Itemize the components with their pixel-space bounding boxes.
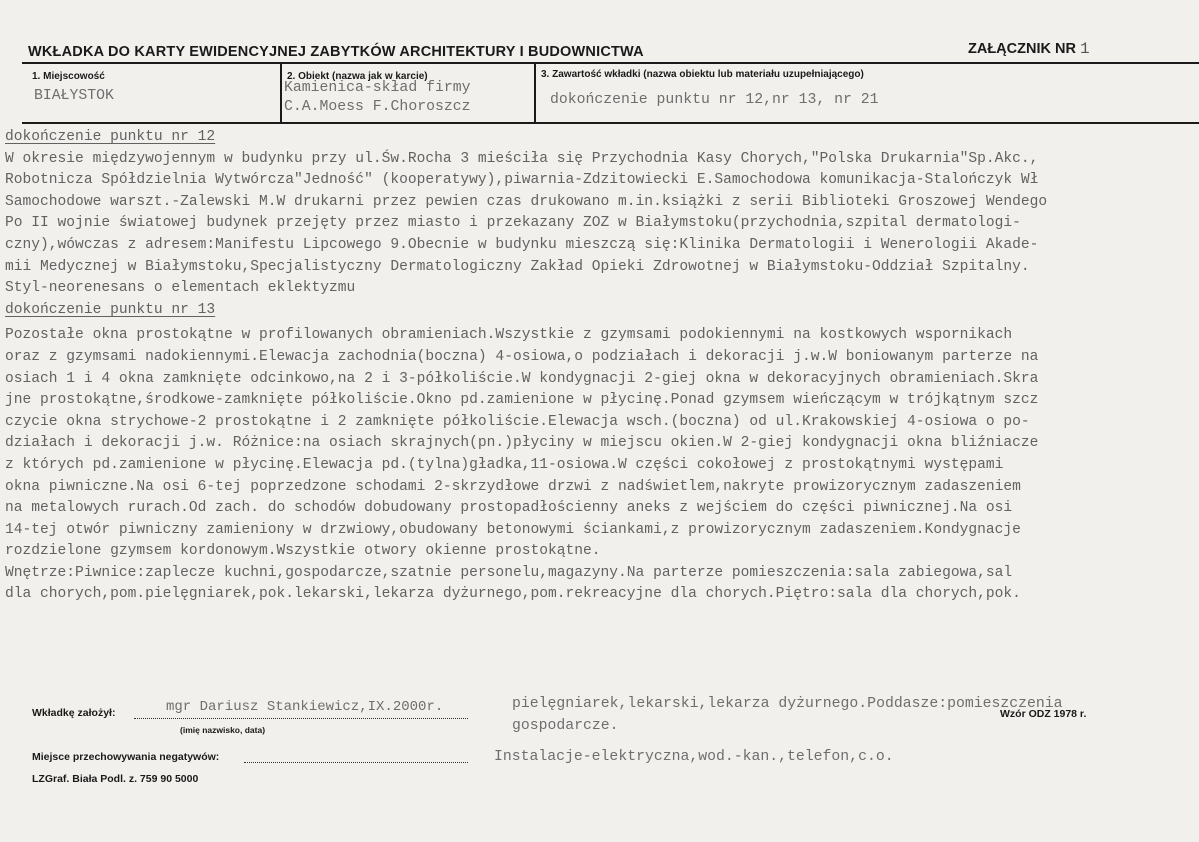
header-rule-top xyxy=(22,62,1199,64)
text-line: mii Medycznej w Białymstoku,Specjalistyczny Dermatologiczny Zakład Opieki Zdrowotnej w Białymstoku-Oddział Szpitalny. xyxy=(5,258,1030,275)
prepared-by-dotted-line xyxy=(134,718,468,719)
text-line: Styl-neorenesans o elementach eklektyzmu xyxy=(5,280,356,297)
text-line: osiach 1 i 4 okna zamknięte odcinkowo,na 2 i 3-półkoliście.W kondygnacji 2-giej okna w dekoracyjnych obramieniach.Skra xyxy=(5,370,1039,387)
text-line: okna piwniczne.Na osi 6-tej poprzedzone schodami 2-skrzydłowe drzwi z nadświetlem,nakryte prowizorycznym zadaszeniem xyxy=(5,478,1021,495)
form-template-label: Wzór ODZ 1978 r. xyxy=(1000,708,1087,720)
text-line: Robotnicza Spółdzielnia Wytwórcza"Jedność" (kooperatywy),piwarnia-Zdzitowiecki E.Samochodowa komunikacja-Stalończyk Wł xyxy=(5,172,1039,189)
typed-content xyxy=(5,127,1195,628)
field-locality-value: BIAŁYSTOK xyxy=(34,88,114,104)
text-line: Wnętrze:Piwnice:zaplecze kuchni,gospodarcze,szatnie personelu,magazyny.Na parterze pomieszczenia:sala zabiegowa,sal xyxy=(5,564,1013,581)
text-line: czycie okna strychowe-2 prostokątne i 2 zamknięte półkoliście.Elewacja wsch.(boczna) od ul.Krakowskiej 4-osiowa o po- xyxy=(5,413,1030,430)
text-line xyxy=(5,606,1195,628)
text-line: Pozostałe okna prostokątne w profilowanych obramieniach.Wszystkie z gzymsami podokiennymi na kostkowych wspornikach xyxy=(5,327,1013,344)
print-info: LZGraf. Biała Podl. z. 759 90 5000 xyxy=(32,773,199,785)
annex-number: 1 xyxy=(1079,40,1090,58)
text-line: czny),wówczas z adresem:Manifestu Lipcowego 9.Obecnie w budynku mieszczą się:Klinika Dermatologii i Wenerologii Akade- xyxy=(5,236,1039,253)
bottom-text-line-3: Instalacje-elektryczna,wod.-kan.,telefon,c.o. xyxy=(494,749,894,765)
annex-label-text: ZAŁĄCZNIK NR xyxy=(968,41,1076,57)
text-line: oraz z gzymsami nadokiennymi.Elewacja zachodnia(boczna) 4-osiowa,o podziałach i dekoracji j.w.W boniowanym parterze na xyxy=(5,348,1039,365)
text-line: Po II wojnie światowej budynek przejęty przez miasto i przekazany ZOZ w Białymstoku(przychodnia,szpital dermatologi- xyxy=(5,215,1021,232)
text-line: jne prostokątne,środkowe-zamknięte półkoliście.Okno pd.zamienione w płycinę.Ponad gzymsem wieńczącym w trójkątnym szcz xyxy=(5,392,1039,409)
prepared-by-label: Wkładkę założył: xyxy=(32,707,116,719)
storage-label: Miejsce przechowywania negatywów: xyxy=(32,751,220,763)
field-contents-value: dokończenie punktu nr 12,nr 13, nr 21 xyxy=(550,92,879,108)
text-line: 14-tej otwór piwniczny zamieniony w drzwiowy,obudowany betonowymi ściankami,z prowizorycznym zadaszeniem.Kondygnacje xyxy=(5,521,1021,538)
text-line: Samochodowe warszt.-Zalewski M.W drukarni przez pewien czas drukowano m.in.książki z serii Biblioteki Groszowej Wendego xyxy=(5,193,1048,210)
field-object-label: 2. Obiekt (nazwa jak w karcie) xyxy=(287,71,428,82)
field-object-value-2: C.A.Moess F.Choroszcz xyxy=(284,99,471,115)
text-line: na metalowych rurach.Od zach. do schodów dobudowany prostopadłościenny aneks z wejściem do części piwnicznej.Na osi xyxy=(5,500,1013,517)
field-locality-label: 1. Miejscowość xyxy=(32,71,105,82)
text-line: rozdzielone gzymsem kordonowym.Wszystkie otwory okienne prostokątne. xyxy=(5,543,601,560)
card-title: WKŁADKA DO KARTY EWIDENCYJNEJ ZABYTKÓW ARCHITEKTURY I BUDOWNICTWA xyxy=(28,44,644,60)
section-heading-12: dokończenie punktu nr 12 xyxy=(5,129,216,145)
section-heading-13: dokończenie punktu nr 13 xyxy=(5,301,216,318)
bottom-text-line-1: pielęgniarek,lekarski,lekarza dyżurnego.Poddasze:pomieszczenia xyxy=(512,696,1063,712)
annex-label xyxy=(968,40,1090,58)
field-divider-1 xyxy=(280,64,282,122)
text-line: działach i dekoracji j.w. Różnice:na osiach skrajnych(pn.)płyciny w miejscu okien.W 2-giej kondygnacji okna bliźniacze xyxy=(5,435,1039,452)
text-line: W okresie międzywojennym w budynku przy ul.Św.Rocha 3 mieściła się Przychodnia Kasy Chorych,"Polska Drukarnia"Sp.Akc., xyxy=(5,150,1039,167)
field-divider-2 xyxy=(534,64,536,122)
bottom-text-line-2: gospodarcze. xyxy=(512,718,619,734)
field-contents-label: 3. Zawartość wkładki (nazwa obiektu lub materiału uzupełniającego) xyxy=(541,69,864,80)
prepared-by-note: (imię nazwisko, data) xyxy=(180,725,266,735)
text-line: dla chorych,pom.pielęgniarek,pok.lekarski,lekarza dyżurnego,pom.rekreacyjne dla chorych.Piętro:sala dla chorych,pok. xyxy=(5,586,1021,603)
header-rule-bottom xyxy=(22,122,1199,124)
storage-dotted-line xyxy=(244,762,468,763)
field-object-value-1: Kamienica-skład firmy xyxy=(284,80,471,96)
text-line: z których pd.zamienione w płycinę.Elewacja pd.(tylna)gładka,11-osiowa.W części cokołowej z prostokątnymi występami xyxy=(5,456,1004,473)
prepared-by-value: mgr Dariusz Stankiewicz,IX.2000r. xyxy=(166,699,444,715)
